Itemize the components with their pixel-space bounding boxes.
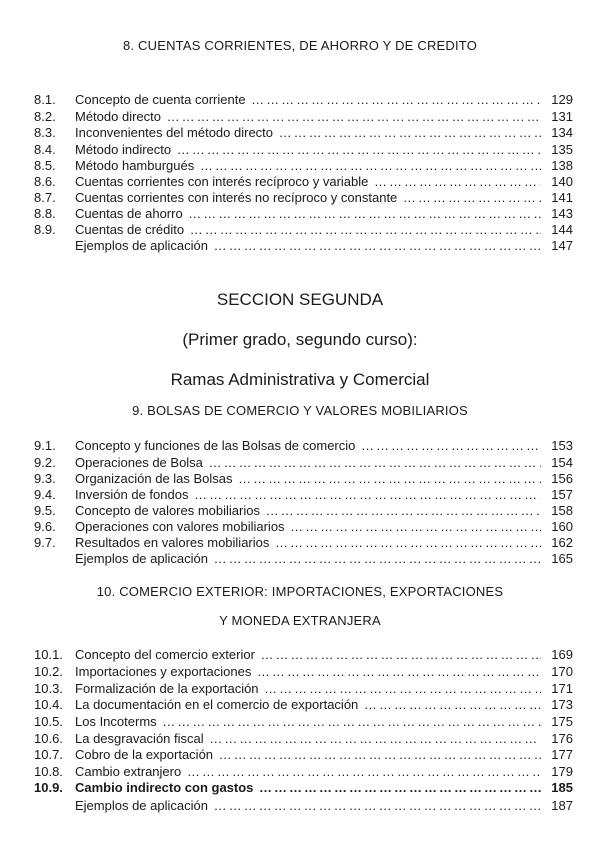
toc-entry — [0, 124, 600, 141]
entry-page: 173 — [551, 697, 573, 712]
entry-page: 187 — [551, 798, 573, 813]
entry-title: Cobro de la exportación ……………………………………………………………………………………………………………………………………………………………… — [75, 746, 541, 763]
entry-number: 10.7. — [34, 747, 63, 762]
entry-number: 8.5. — [34, 158, 56, 173]
toc-entry — [0, 797, 600, 814]
chapter-title: 9. BOLSAS DE COMERCIO Y VALORES MOBILIARIOS — [132, 403, 468, 418]
entry-page: 177 — [551, 747, 573, 762]
entry-title: Inversión de fondos ……………………………………………………………………………………………………………………………………………………………… — [75, 486, 541, 503]
toc-entry — [0, 713, 600, 730]
entry-number: 9.1. — [34, 438, 56, 453]
entry-number: 8.2. — [34, 109, 56, 124]
section-subheading: Ramas Administrativa y Comercial — [170, 370, 430, 389]
entry-page: 154 — [551, 455, 573, 470]
entry-number: 10.2. — [34, 664, 63, 679]
toc-entry — [0, 141, 600, 158]
entry-number: 10.9. — [34, 780, 63, 795]
entry-number: 8.4. — [34, 142, 56, 157]
entry-title: Formalización de la exportación ……………………………………………………………………………………………………………………………………………………………… — [75, 680, 541, 697]
toc-entry — [0, 237, 600, 254]
entry-number: 9.5. — [34, 503, 56, 518]
toc-entry — [0, 646, 600, 663]
entry-number: 9.2. — [34, 455, 56, 470]
entry-number: 9.6. — [34, 519, 56, 534]
entry-title: Concepto de cuenta corriente ……………………………………………………………………………………………………………………………………………………………… — [75, 91, 541, 108]
toc-entry — [0, 437, 600, 454]
toc-entry — [0, 730, 600, 747]
entry-title: Concepto de valores mobiliarios ……………………………………………………………………………………………………………………………………………………………… — [75, 502, 541, 519]
toc-entry — [0, 108, 600, 125]
entry-page: 144 — [551, 222, 573, 237]
entry-number: 10.1. — [34, 647, 63, 662]
toc-entry — [0, 534, 600, 551]
entry-number: 8.9. — [34, 222, 56, 237]
entry-title: Cuentas de ahorro ……………………………………………………………………………………………………………………………………………………………… — [75, 205, 541, 222]
entry-number: 10.8. — [34, 764, 63, 779]
chapter-title: 10. COMERCIO EXTERIOR: IMPORTACIONES, EXPORTACIONES — [96, 584, 504, 599]
entry-number: 8.3. — [34, 125, 56, 140]
section-heading: SECCION SEGUNDA — [216, 290, 384, 309]
entry-number: 9.3. — [34, 471, 56, 486]
entry-title: Concepto y funciones de las Bolsas de comercio ……………………………………………………………………………………………………………………………………………………………… — [75, 437, 541, 454]
toc-entry — [0, 518, 600, 535]
toc-entry — [0, 696, 600, 713]
entry-page: 170 — [551, 664, 573, 679]
entry-title: Operaciones con valores mobiliarios ……………………………………………………………………………………………………………………………………………………………… — [75, 518, 541, 535]
entry-number: 9.4. — [34, 487, 56, 502]
entry-number: 10.3. — [34, 681, 63, 696]
entry-page: 131 — [551, 109, 573, 124]
section-subheading: (Primer grado, segundo curso): — [182, 330, 418, 349]
entry-page: 153 — [551, 438, 573, 453]
entry-number: 8.7. — [34, 190, 56, 205]
entry-title: La documentación en el comercio de exportación ……………………………………………………………………………………………………………………………………………………………… — [75, 696, 541, 713]
entry-title: Cuentas corrientes con interés recíproco y variable ……………………………………………………………………………………………………………………………………………………………… — [75, 173, 541, 190]
entry-page: 162 — [551, 535, 573, 550]
entry-title: Cuentas corrientes con interés no recíproco y constante ……………………………………………………………………………………………………………………………………………………………… — [75, 189, 541, 206]
entry-title: Método directo ……………………………………………………………………………………………………………………………………………………………… — [75, 108, 541, 125]
toc-entry — [0, 189, 600, 206]
entry-number: 10.6. — [34, 731, 63, 746]
toc-entry — [0, 763, 600, 780]
entry-title: Los Incoterms ……………………………………………………………………………………………………………………………………………………………… — [75, 713, 541, 730]
entry-page: 143 — [551, 206, 573, 221]
entry-page: 138 — [551, 158, 573, 173]
entry-title: Cambio extranjero ……………………………………………………………………………………………………………………………………………………………… — [75, 763, 541, 780]
entry-page: 165 — [551, 551, 573, 566]
entry-page: 147 — [551, 238, 573, 253]
entry-title: Método indirecto ……………………………………………………………………………………………………………………………………………………………… — [75, 141, 541, 158]
entry-title: Operaciones de Bolsa ……………………………………………………………………………………………………………………………………………………………… — [75, 454, 541, 471]
entry-title: Ejemplos de aplicación ……………………………………………………………………………………………………………………………………………………………… — [75, 797, 541, 814]
entry-page: 185 — [551, 780, 573, 795]
entry-number: 8.8. — [34, 206, 56, 221]
entry-title: Cuentas de crédito ……………………………………………………………………………………………………………………………………………………………… — [75, 221, 541, 238]
entry-title: Importaciones y exportaciones ……………………………………………………………………………………………………………………………………………………………… — [75, 663, 541, 680]
entry-page: 141 — [551, 190, 573, 205]
entry-number: 8.6. — [34, 174, 56, 189]
chapter-title-continued: Y MONEDA EXTRANJERA — [219, 613, 381, 628]
entry-title: Concepto del comercio exterior ……………………………………………………………………………………………………………………………………………………………… — [75, 646, 541, 663]
entry-page: 169 — [551, 647, 573, 662]
entry-title: Cambio indirecto con gastos ……………………………………………………………………………………………………………………………………………………………… — [75, 779, 541, 796]
entry-page: 179 — [551, 764, 573, 779]
entry-page: 157 — [551, 487, 573, 502]
toc-entry — [0, 470, 600, 487]
entry-page: 140 — [551, 174, 573, 189]
entry-page: 175 — [551, 714, 573, 729]
toc-entry — [0, 205, 600, 222]
entry-number: 9.7. — [34, 535, 56, 550]
toc-entry — [0, 486, 600, 503]
toc-entry — [0, 746, 600, 763]
entry-page: 134 — [551, 125, 573, 140]
toc-entry — [0, 680, 600, 697]
entry-number: 8.1. — [34, 92, 56, 107]
entry-title: Inconvenientes del método directo ……………………………………………………………………………………………………………………………………………………………… — [75, 124, 541, 141]
toc-entry — [0, 157, 600, 174]
chapter-title: 8. CUENTAS CORRIENTES, DE AHORRO Y DE CREDITO — [122, 38, 478, 53]
toc-entry — [0, 663, 600, 680]
entry-page: 176 — [551, 731, 573, 746]
entry-page: 129 — [551, 92, 573, 107]
toc-entry — [0, 173, 600, 190]
toc-entry — [0, 550, 600, 567]
entry-title: Ejemplos de aplicación ……………………………………………………………………………………………………………………………………………………………… — [75, 237, 541, 254]
entry-title: Ejemplos de aplicación ……………………………………………………………………………………………………………………………………………………………… — [75, 550, 541, 567]
entry-title: Método hamburgués ……………………………………………………………………………………………………………………………………………………………… — [75, 157, 541, 174]
toc-entry — [0, 454, 600, 471]
toc-entry — [0, 779, 600, 796]
entry-page: 158 — [551, 503, 573, 518]
entry-number: 10.5. — [34, 714, 63, 729]
toc-entry — [0, 221, 600, 238]
entry-page: 135 — [551, 142, 573, 157]
entry-page: 160 — [551, 519, 573, 534]
entry-title: Resultados en valores mobiliarios ……………………………………………………………………………………………………………………………………………………………… — [75, 534, 541, 551]
entry-title: La desgravación fiscal ……………………………………………………………………………………………………………………………………………………………… — [75, 730, 541, 747]
entry-page: 171 — [551, 681, 573, 696]
entry-number: 10.4. — [34, 697, 63, 712]
toc-entry — [0, 502, 600, 519]
entry-title: Organización de las Bolsas ……………………………………………………………………………………………………………………………………………………………… — [75, 470, 541, 487]
entry-page: 156 — [551, 471, 573, 486]
toc-entry — [0, 91, 600, 108]
